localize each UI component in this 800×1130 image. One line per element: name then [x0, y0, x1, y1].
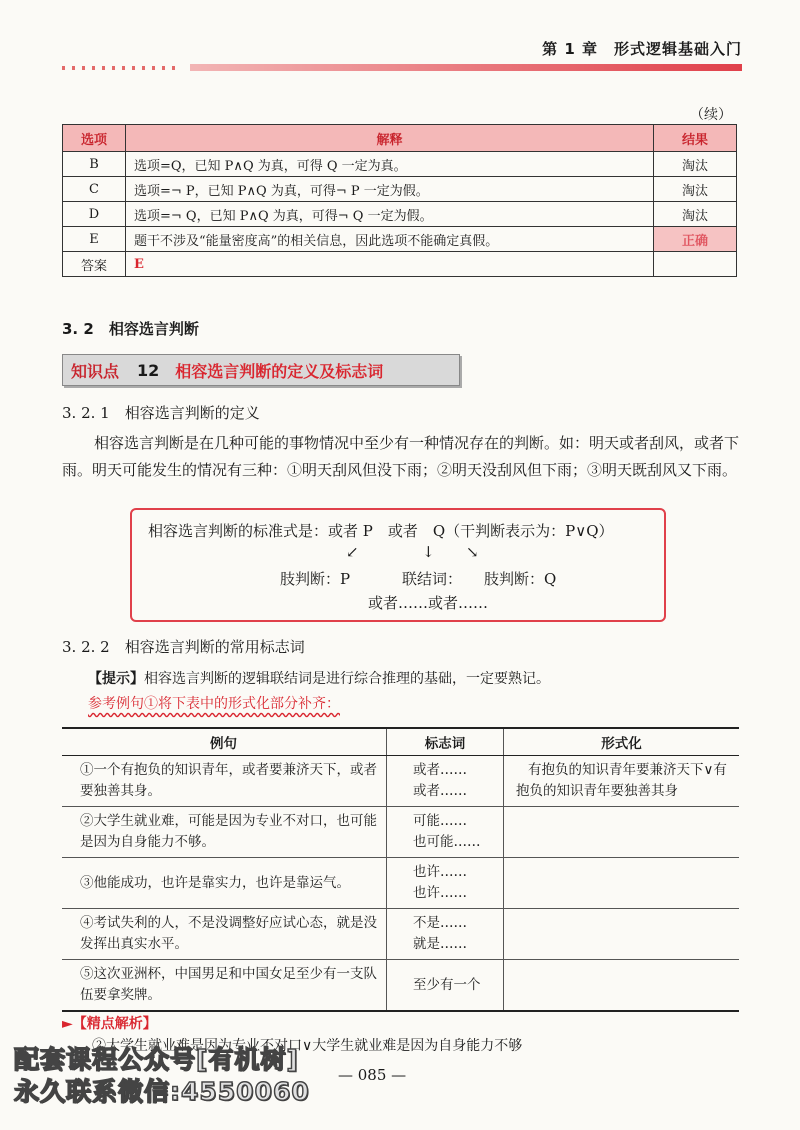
header-dots-decoration: [62, 66, 182, 70]
subsection-name: 相容选言判断的定义: [124, 404, 260, 422]
analysis-text: ②大学生就业难是因为专业不对口∨大学生就业难是因为自身能力不够: [92, 1038, 523, 1054]
section-number: 3. 2: [62, 320, 94, 338]
table-row: [63, 177, 737, 202]
formal-cell: [504, 858, 740, 909]
answer-value: E: [126, 252, 654, 277]
formula-box: [130, 508, 666, 622]
tip-line: [88, 668, 550, 688]
result-cell: 淘汰: [654, 202, 737, 227]
subsection-number: 3. 2. 2: [62, 638, 110, 656]
arrow-left-icon: ↙: [346, 543, 359, 561]
marker-cell: 或者…… 或者……: [387, 756, 504, 807]
header-explanation: 解释: [126, 125, 654, 152]
chapter-header: 第 1 章 形式逻辑基础入门: [542, 40, 742, 58]
page-number: — 085 —: [338, 1066, 407, 1084]
arrow-down-icon: ↓: [422, 543, 435, 561]
right-branch-label: 肢判断：Q: [484, 570, 557, 588]
example-cell: ④考试失利的人，不是没调整好应试心态，就是没发挥出真实水平。: [62, 909, 387, 960]
subsection-number: 3. 2. 1: [62, 404, 110, 422]
formal-cell: 有抱负的知识青年要兼济天下∨有抱负的知识青年要独善其身: [504, 756, 740, 807]
header-option: 选项: [63, 125, 126, 152]
definition-paragraph: 相容选言判断是在几种可能的事物情况中至少有一种情况存在的判断。如：明天或者刮风，或者下雨。明天可能发生的情况有三种：①明天刮风但没下雨；②明天没刮风但下雨；③明天既刮风又下雨。: [62, 434, 740, 479]
analysis-title: ►【精点解析】: [62, 1016, 157, 1032]
explanation-cell: 选项=¬ Q，已知 P∧Q 为真，可得¬ Q 一定为假。: [126, 202, 654, 227]
table-row: [62, 960, 739, 1012]
marker-cell: 也许…… 也许……: [387, 858, 504, 909]
reference-instruction: 参考例句①将下表中的形式化部分补齐：: [88, 696, 340, 712]
subsection-title-1: [62, 402, 260, 423]
table-header-row: [63, 125, 737, 152]
explanation-cell: 选项=¬ P，已知 P∧Q 为真，可得¬ P 一定为假。: [126, 177, 654, 202]
watermark-line-1: 配套课程公众号[有机树]: [14, 1045, 299, 1074]
table-row: [63, 152, 737, 177]
knowledge-point-label: 知识点: [71, 361, 120, 381]
tip-tag: 【提示】: [88, 671, 144, 687]
explanation-cell: 题干不涉及“能量密度高”的相关信息，因此选项不能确定真假。: [126, 227, 654, 252]
option-cell: B: [63, 152, 126, 177]
section-name: 相容选言判断: [108, 320, 199, 338]
formal-cell: [504, 960, 740, 1012]
result-cell-correct: 正确: [654, 227, 737, 252]
connective-label: 联结词：: [402, 570, 463, 588]
option-cell: C: [63, 177, 126, 202]
explanation-cell: 选项=Q，已知 P∧Q 为真，可得 Q 一定为真。: [126, 152, 654, 177]
options-table: [62, 124, 737, 277]
formal-cell: [504, 909, 740, 960]
header-result: 结果: [654, 125, 737, 152]
knowledge-point-title: 相容选言判断的定义及标志词: [175, 361, 384, 381]
header-marker: 标志词: [387, 728, 504, 756]
marker-cell: 至少有一个: [387, 960, 504, 1012]
table-row: [62, 807, 739, 858]
knowledge-point-banner: [62, 354, 460, 386]
table-row: [63, 227, 737, 252]
subsection-name: 相容选言判断的常用标志词: [124, 638, 305, 656]
left-branch-label: 肢判断：P: [280, 570, 351, 588]
knowledge-point-number: 12: [137, 360, 160, 380]
marker-words-table: [62, 727, 739, 1012]
answer-result-empty: [654, 252, 737, 277]
example-cell: ②大学生就业难，可能是因为专业不对口，也可能是因为自身能力不够。: [62, 807, 387, 858]
header-bar-decoration: [190, 64, 742, 71]
formal-cell: [504, 807, 740, 858]
watermark-line-2: 永久联系微信:4550060: [14, 1077, 310, 1106]
connective-text: 或者……或者……: [368, 594, 489, 612]
marker-cell: 不是…… 就是……: [387, 909, 504, 960]
arrow-right-icon: ↘: [466, 543, 479, 561]
table-row: [63, 202, 737, 227]
example-cell: ①一个有抱负的知识青年，或者要兼济天下，或者要独善其身。: [62, 756, 387, 807]
table-row: [62, 756, 739, 807]
option-cell: D: [63, 202, 126, 227]
example-cell: ⑤这次亚洲杯，中国男足和中国女足至少有一支队伍要拿奖牌。: [62, 960, 387, 1012]
marker-cell: 可能…… 也可能……: [387, 807, 504, 858]
header-example: 例句: [62, 728, 387, 756]
table-row: [62, 909, 739, 960]
section-title: [62, 318, 199, 339]
answer-label: 答案: [63, 252, 126, 277]
header-formal: 形式化: [504, 728, 740, 756]
option-cell: E: [63, 227, 126, 252]
result-cell: 淘汰: [654, 177, 737, 202]
table-header-row: [62, 728, 739, 756]
tip-text: 相容选言判断的逻辑联结词是进行综合推理的基础，一定要熟记。: [144, 671, 550, 687]
table-row: [62, 858, 739, 909]
answer-row: [63, 252, 737, 277]
continued-label: （续）: [690, 107, 732, 123]
result-cell: 淘汰: [654, 152, 737, 177]
example-cell: ③他能成功，也许是靠实力，也许是靠运气。: [62, 858, 387, 909]
formula-line: 相容选言判断的标准式是：或者 P 或者 Q（干判断表示为：P∨Q）: [148, 522, 614, 540]
subsection-title-2: [62, 636, 305, 657]
